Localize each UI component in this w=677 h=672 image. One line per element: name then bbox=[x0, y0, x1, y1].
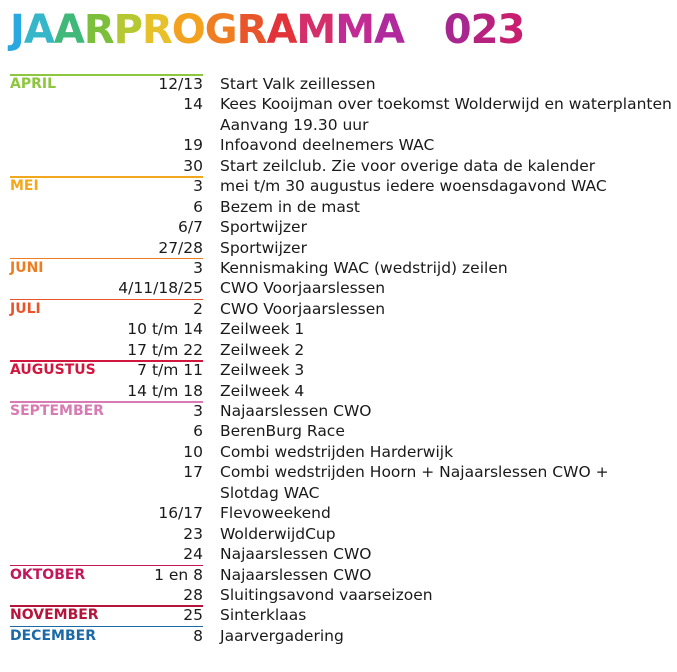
event-date: 17 t/m 22 bbox=[127, 340, 203, 359]
event-description: Slotdag WAC bbox=[220, 483, 320, 502]
event-description: Start Valk zeillessen bbox=[220, 75, 376, 93]
event-date: 3 bbox=[193, 258, 203, 277]
event-date: 3 bbox=[193, 402, 203, 420]
event-description: Sluitingsavond vaarseizoen bbox=[220, 585, 433, 604]
schedule-list bbox=[10, 74, 670, 646]
event-description: Infoavond deelnemers WAC bbox=[220, 136, 435, 155]
month-label-november: NOVEMBER bbox=[10, 607, 99, 624]
title-letter bbox=[404, 4, 417, 56]
event-date: 17 bbox=[183, 463, 203, 482]
title-letter: 3 bbox=[497, 7, 525, 53]
page-title bbox=[10, 4, 524, 56]
event-date: 10 bbox=[183, 442, 203, 461]
event-date: 12/13 bbox=[158, 75, 203, 93]
month-label-juni: JUNI bbox=[10, 259, 44, 276]
schedule-row bbox=[10, 340, 670, 360]
event-description: BerenBurg Race bbox=[220, 422, 345, 441]
event-description: Aanvang 19.30 uur bbox=[220, 115, 369, 134]
title-letter: P bbox=[113, 7, 142, 53]
schedule-row bbox=[10, 605, 670, 625]
event-date: 10 t/m 14 bbox=[127, 320, 203, 339]
event-date: 6 bbox=[193, 422, 203, 441]
schedule-row bbox=[10, 565, 670, 585]
event-description: Bezem in de mast bbox=[220, 197, 360, 216]
month-label-april: APRIL bbox=[10, 76, 57, 92]
title-letter: M bbox=[335, 7, 375, 53]
schedule-row bbox=[10, 156, 670, 176]
schedule-row bbox=[10, 135, 670, 155]
month-label-september: SEPTEMBER bbox=[10, 403, 104, 419]
event-description: Zeilweek 1 bbox=[220, 320, 305, 339]
schedule-row bbox=[10, 401, 670, 421]
schedule-row bbox=[10, 197, 670, 217]
event-description: Combi wedstrijden Harderwijk bbox=[220, 442, 454, 461]
event-date: 16/17 bbox=[158, 504, 203, 523]
event-description: Start zeilclub. Zie voor overige data de kalender bbox=[220, 156, 596, 175]
schedule-row bbox=[10, 176, 670, 196]
schedule-row bbox=[10, 421, 670, 441]
month-label-oktober: OKTOBER bbox=[10, 566, 86, 583]
title-letter: J bbox=[10, 7, 24, 53]
event-description: WolderwijdCup bbox=[220, 524, 336, 543]
event-description: Jaarvergadering bbox=[220, 626, 344, 645]
title-letter: M bbox=[296, 7, 336, 53]
schedule-row bbox=[10, 524, 670, 544]
title-letter: 2 bbox=[416, 7, 444, 53]
title-letter: R bbox=[236, 7, 267, 53]
title-letter: 2 bbox=[470, 7, 498, 53]
schedule-row bbox=[10, 381, 670, 401]
event-date: 7 t/m 11 bbox=[137, 361, 203, 380]
title-letter: R bbox=[83, 7, 114, 53]
month-label-mei: MEI bbox=[10, 178, 39, 195]
schedule-row bbox=[10, 278, 670, 298]
schedule-row bbox=[10, 360, 670, 380]
event-date: 24 bbox=[183, 545, 203, 564]
event-description: Combi wedstrijden Hoorn + Najaarslessen CWO + bbox=[220, 463, 609, 482]
schedule-row bbox=[10, 299, 670, 319]
schedule-row bbox=[10, 585, 670, 605]
event-description: Zeilweek 4 bbox=[220, 381, 305, 400]
title-letter: A bbox=[53, 7, 84, 53]
month-label-juli: JULI bbox=[10, 300, 41, 317]
schedule-row bbox=[10, 115, 670, 135]
event-description: Sportwijzer bbox=[220, 218, 307, 237]
event-description: Najaarslessen CWO bbox=[220, 402, 372, 420]
event-date: 28 bbox=[183, 585, 203, 604]
schedule-row bbox=[10, 94, 670, 114]
event-description: mei t/m 30 augustus iedere woensdagavond WAC bbox=[220, 177, 607, 196]
event-description: Najaarslessen CWO bbox=[220, 565, 372, 584]
title-letter: A bbox=[23, 7, 54, 53]
schedule-row bbox=[10, 483, 670, 503]
event-description: Zeilweek 3 bbox=[220, 361, 305, 380]
event-description: Kennismaking WAC (wedstrijd) zeilen bbox=[220, 258, 508, 277]
event-description: Najaarslessen CWO bbox=[220, 545, 372, 564]
schedule-row bbox=[10, 544, 670, 564]
title-letter: A bbox=[374, 7, 405, 53]
event-date: 14 t/m 18 bbox=[127, 381, 203, 400]
title-letter: G bbox=[204, 7, 237, 53]
schedule-row bbox=[10, 319, 670, 339]
month-label-augustus: AUGUSTUS bbox=[10, 362, 96, 379]
title-letter: 0 bbox=[443, 7, 471, 53]
event-date: 27/28 bbox=[158, 238, 203, 257]
event-date: 3 bbox=[193, 177, 203, 196]
event-date: 30 bbox=[183, 156, 203, 175]
event-date: 1 en 8 bbox=[154, 565, 203, 584]
event-description: Sportwijzer bbox=[220, 238, 307, 257]
event-description: Zeilweek 2 bbox=[220, 340, 305, 359]
event-date: 19 bbox=[183, 136, 203, 155]
title-letter: O bbox=[171, 7, 205, 53]
title-letter: A bbox=[266, 7, 297, 53]
event-date: 8 bbox=[193, 626, 203, 645]
event-description: CWO Voorjaarslessen bbox=[220, 279, 386, 298]
event-date: 25 bbox=[183, 606, 203, 625]
schedule-row bbox=[10, 626, 670, 646]
event-description: Sinterklaas bbox=[220, 606, 307, 625]
schedule-row bbox=[10, 503, 670, 523]
event-description: CWO Voorjaarslessen bbox=[220, 299, 386, 318]
schedule-row bbox=[10, 217, 670, 237]
schedule-row bbox=[10, 258, 670, 278]
title-letter: R bbox=[141, 7, 172, 53]
event-description: Kees Kooijman over toekomst Wolderwijd en waterplanten bbox=[220, 95, 672, 114]
event-date: 4/11/18/25 bbox=[118, 279, 203, 298]
month-label-december: DECEMBER bbox=[10, 627, 96, 644]
schedule-row bbox=[10, 74, 670, 94]
schedule-row bbox=[10, 442, 670, 462]
event-description: Flevoweekend bbox=[220, 504, 331, 523]
event-date: 2 bbox=[193, 299, 203, 318]
event-date: 6/7 bbox=[178, 218, 203, 237]
event-date: 6 bbox=[193, 197, 203, 216]
schedule-row bbox=[10, 238, 670, 258]
event-date: 14 bbox=[183, 95, 203, 114]
event-date: 23 bbox=[183, 524, 203, 543]
schedule-row bbox=[10, 462, 670, 482]
